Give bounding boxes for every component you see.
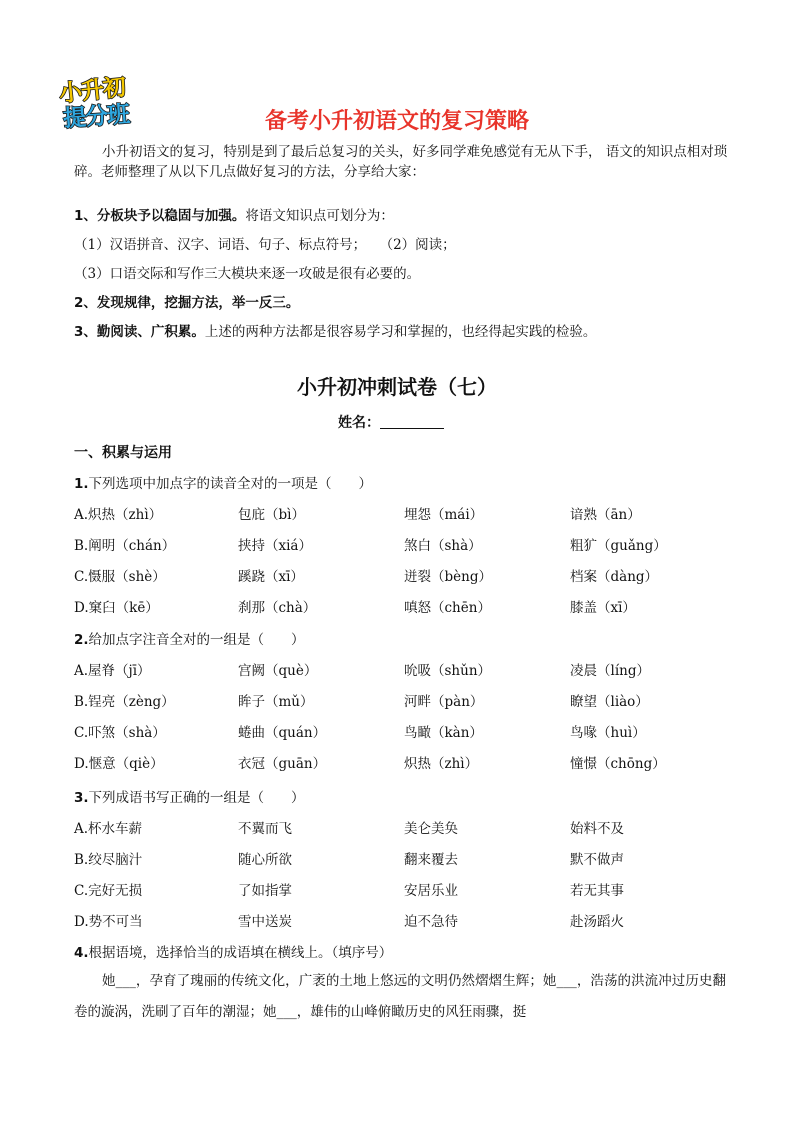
option: C.吓煞（shà）: [74, 725, 166, 741]
option: 安居乐业: [404, 883, 458, 899]
question-3: [74, 786, 305, 806]
question-number: 1.: [74, 476, 89, 492]
option: 鸟瞰（kàn）: [404, 725, 483, 741]
option: 膝盖（xī）: [570, 600, 636, 616]
section-heading: 一、积累与运用: [74, 445, 172, 461]
option: A.杯水车薪: [74, 821, 143, 837]
option: 雪中送炭: [238, 914, 292, 930]
option: D.势不可当: [74, 914, 143, 930]
option: 蜷曲（quán）: [238, 725, 327, 741]
option: 蹊跷（xī）: [238, 569, 304, 585]
option: 了如指掌: [238, 883, 292, 899]
option: 不翼而飞: [238, 821, 292, 837]
question-4: [74, 941, 392, 961]
option: 眸子（mǔ）: [238, 694, 314, 710]
option: A.炽热（zhì）: [74, 507, 163, 523]
question-4-passage: 她___，孕育了瑰丽的传统文化，广袤的土地上悠远的文明仍然熠熠生辉；她___，浩荡的洪流冲过历史翻卷的漩涡，洗刷了百年的潮湿；她___，雄伟的山峰俯瞰历史的风狂雨骤，挺: [74, 973, 726, 1020]
option: 河畔（pàn）: [404, 694, 484, 710]
option: B.绞尽脑汁: [74, 852, 143, 868]
option: 宫阙（què）: [238, 663, 318, 679]
option: 迸裂（bèng）: [404, 569, 492, 585]
tip-1-head: 1、分板块予以稳固与加强。: [74, 208, 246, 224]
option: 憧憬（chōng）: [570, 756, 666, 772]
question-number: 2.: [74, 632, 89, 648]
option: 炽热（zhì）: [404, 756, 479, 772]
option: 煞白（shà）: [404, 538, 482, 554]
intro-paragraph: 小升初语文的复习，特别是到了最后总复习的关头，好多同学难免感觉有无从下手， 语文的知识点相对琐碎。老师整理了从以下几点做好复习的方法，分享给大家：: [74, 144, 728, 180]
logo-line-1: 小升初: [58, 74, 127, 108]
option: 嗔怒（chēn）: [404, 600, 491, 616]
option: 刹那（chà）: [238, 600, 317, 616]
name-label: 姓名：: [338, 415, 380, 431]
name-field[interactable]: [338, 412, 444, 432]
option: 谙熟（ān）: [570, 507, 641, 523]
option: 衣冠（guān）: [238, 756, 327, 772]
tip-3: [74, 320, 596, 340]
option: 鸟喙（huì）: [570, 725, 646, 741]
option: 随心所欲: [238, 852, 292, 868]
question-text: 下列选项中加点字的读音全对的一项是（ ）: [88, 476, 373, 492]
option: 赴汤蹈火: [570, 914, 624, 930]
option: 默不做声: [570, 852, 624, 868]
option: 若无其事: [570, 883, 624, 899]
logo-line-2: 提分班: [62, 101, 131, 133]
tip-2-head: 2、发现规律，挖掘方法，举一反三。: [74, 295, 300, 311]
option: 埋怨（mái）: [404, 507, 484, 523]
question-text: 根据语境，选择恰当的成语填在横线上。（填序号）: [88, 945, 393, 961]
tip-3-head: 3、勤阅读、广积累。: [74, 324, 205, 340]
option: D.惬意（qiè）: [74, 756, 164, 772]
question-text: 下列成语书写正确的一组是（ ）: [88, 790, 305, 806]
option: 吮吸（shǔn）: [404, 663, 492, 679]
option: C.完好无损: [74, 883, 143, 899]
option: 瞭望（liào）: [570, 694, 649, 710]
tip-2: [74, 291, 299, 311]
option: 包庇（bì）: [238, 507, 305, 523]
option: 档案（dàng）: [570, 569, 659, 585]
question-text: 给加点字注音全对的一组是（ ）: [88, 632, 305, 648]
exam-title: 小升初冲刺试卷（七）: [297, 375, 497, 399]
name-blank[interactable]: [380, 414, 444, 429]
option: 始料不及: [570, 821, 624, 837]
tip-3-text: 上述的两种方法都是很容易学习和掌握的，也经得起实践的检验。: [204, 324, 597, 340]
question-number: 4.: [74, 945, 89, 961]
question-number: 3.: [74, 790, 89, 806]
tip-1-sub-2: （3）口语交际和写作三大模块来逐一攻破是很有必要的。: [74, 266, 421, 282]
question-1: [74, 472, 372, 492]
option: 挟持（xiá）: [238, 538, 312, 554]
option: B.锃亮（zèng）: [74, 694, 175, 710]
tip-1: [74, 204, 394, 224]
option: 迫不急待: [404, 914, 458, 930]
tip-1-text: 将语文知识点可划分为：: [245, 208, 394, 224]
option: 美仑美奂: [404, 821, 458, 837]
option: 粗犷（guǎng）: [570, 538, 667, 554]
page-title: 备考小升初语文的复习策略: [264, 109, 529, 134]
option: 翻来覆去: [404, 852, 458, 868]
option: C.慑服（shè）: [74, 569, 166, 585]
option: D.窠臼（kē）: [74, 600, 159, 616]
tip-1-sub-1: （1）汉语拼音、汉字、词语、句子、标点符号； （2）阅读；: [74, 237, 456, 253]
question-2: [74, 628, 305, 648]
option: A.屋脊（jī）: [74, 663, 151, 679]
option: 凌晨（líng）: [570, 663, 650, 679]
option: B.阐明（chán）: [74, 538, 176, 554]
